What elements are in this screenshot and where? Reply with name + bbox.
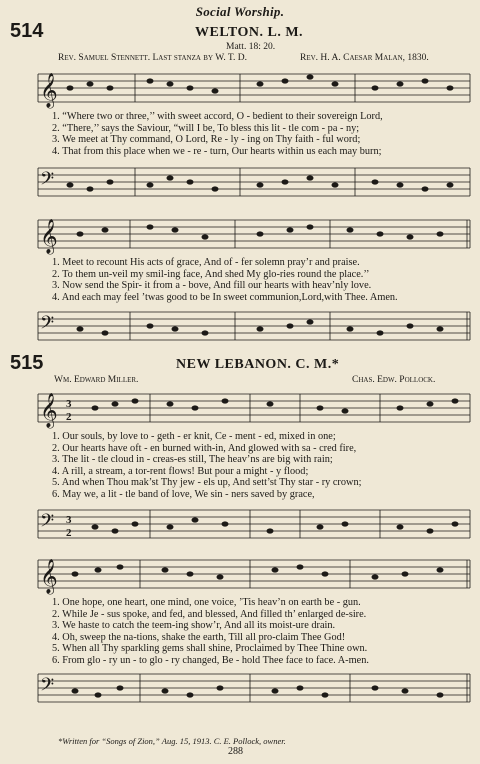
hymn-514-treble-staff-1 [0,66,480,110]
verse-line: 1. One hope, one heart, one mind, one voice, ’Tis heav’n on earth be - gun. [52,597,361,608]
verse-line: 3. Now send the Spir- it from a - bove, And fill our hearts with heav’nly love. [52,280,372,292]
hymn-514-tune-name: WELTON. L. M. [195,25,304,40]
verse-line: 2. While Je - sus spoke, and fed, and blessed, And filled th’ enlarged de-sire. [52,608,367,620]
hymn-515-bass-staff-1 [0,502,480,546]
svg-text:𝄞: 𝄞 [40,74,58,107]
verse-line: 4. And each may feel ’twas good to be In sweet communion,Lord,with Thee. Amen. [52,291,398,303]
verse-line: 6. May we, a lit - tle band of love, We sin - ners saved by grace, [52,488,315,500]
svg-text:𝄢: 𝄢 [40,312,55,337]
svg-text:𝄞: 𝄞 [40,394,58,427]
svg-text:2: 2 [66,527,72,539]
svg-text:3: 3 [66,398,72,410]
verse-line: 1. “Where two or three,’’ with sweet accord, O - bedient to their sovereign Lord, [52,111,383,122]
hymn-514-treble-staff-2 [0,212,480,256]
page-number: 288 [228,746,243,757]
hymn-515-number: 515 [10,352,44,374]
verse-line: 5. When all Thy sparkling gems shall shine, Proclaimed by Thee Thine own. [52,643,368,655]
hymn-514-verses-line-1 [52,111,383,157]
hymn-514-number: 514 [10,20,44,42]
verse-line: 4. Oh, sweep the na-tions, shake the earth, Till all pro-claim Thee God! [52,631,346,643]
hymn-515-tune-name: NEW LEBANON. C. M.* [176,357,340,372]
verse-line: 5. And when Thou mak’st Thy jew - els up, And sett’st Thy star - ry crown; [52,477,362,489]
hymn-515-treble-staff-2 [0,552,480,596]
hymn-515-composer: Chas. Edw. Pollock. [352,375,436,385]
hymn-514-bass-staff-2 [0,304,480,348]
verse-line: 3. The lit - tle cloud in - creas-es still, The heav’ns are big with rain; [52,454,333,466]
hymn-515-author: Wm. Edward Miller. [54,375,139,385]
verse-line: 2. To them un-veil my smil-ing face, And shed My glo-ries round the place.’’ [52,268,370,280]
hymn-514-composer: Rev. H. A. Caesar Malan, 1830. [300,53,429,63]
svg-text:𝄞: 𝄞 [40,220,58,253]
svg-text:3: 3 [66,514,72,526]
verse-line: 1. Meet to recount His acts of grace, And of - fer solemn pray’r and praise. [52,257,360,268]
verse-line: 4. That from this place when we - re - turn, Our hearts within us each may burn; [52,145,382,157]
hymn-515-verses-line-2 [52,597,369,667]
hymn-515-treble-staff-1 [0,386,480,430]
verse-line: 2. Our hearts have oft - en burned with-in, And glowed with sa - cred fire, [52,442,357,454]
verse-line: 6. From glo - ry un - to glo - ry changed, Be - hold Thee face to face. A-men. [52,654,369,666]
hymn-515-verses-line-1 [52,431,361,501]
svg-text:2: 2 [66,411,72,423]
footnote: *Written for “Songs of Zion,” Aug. 15, 1913. C. E. Pollock, owner. [58,736,286,746]
verse-line: 4. A rill, a stream, a tor-rent flows! But pour a might - y flood; [52,465,309,477]
hymn-515-bass-staff-2 [0,666,480,710]
verse-line: 2. “There,’’ says the Saviour, “will I be, To bless this lit - tle com - pa - ny; [52,122,360,134]
svg-text:𝄢: 𝄢 [40,674,55,699]
verse-line: 3. We haste to catch the teem-ing show’r, And all its moist-ure drain. [52,620,336,632]
hymn-514-scripture: Matt. 18: 20. [226,42,276,52]
svg-text:𝄢: 𝄢 [40,168,55,193]
verse-line: 1. Our souls, by love to - geth - er knit, Ce - ment - ed, mixed in one; [52,431,336,442]
verse-line: 3. We meet at Thy command, O Lord, Re - ly - ing on Thy faith - ful word; [52,134,361,146]
hymn-514-bass-staff-1 [0,160,480,204]
section-header: Social Worship. [195,4,285,19]
hymn-514-author: Rev. Samuel Stennett. Last stanza by W. T. D. [58,53,247,63]
hymn-514-verses-line-2 [52,257,398,303]
svg-text:𝄞: 𝄞 [40,560,58,593]
svg-text:𝄢: 𝄢 [40,510,55,535]
